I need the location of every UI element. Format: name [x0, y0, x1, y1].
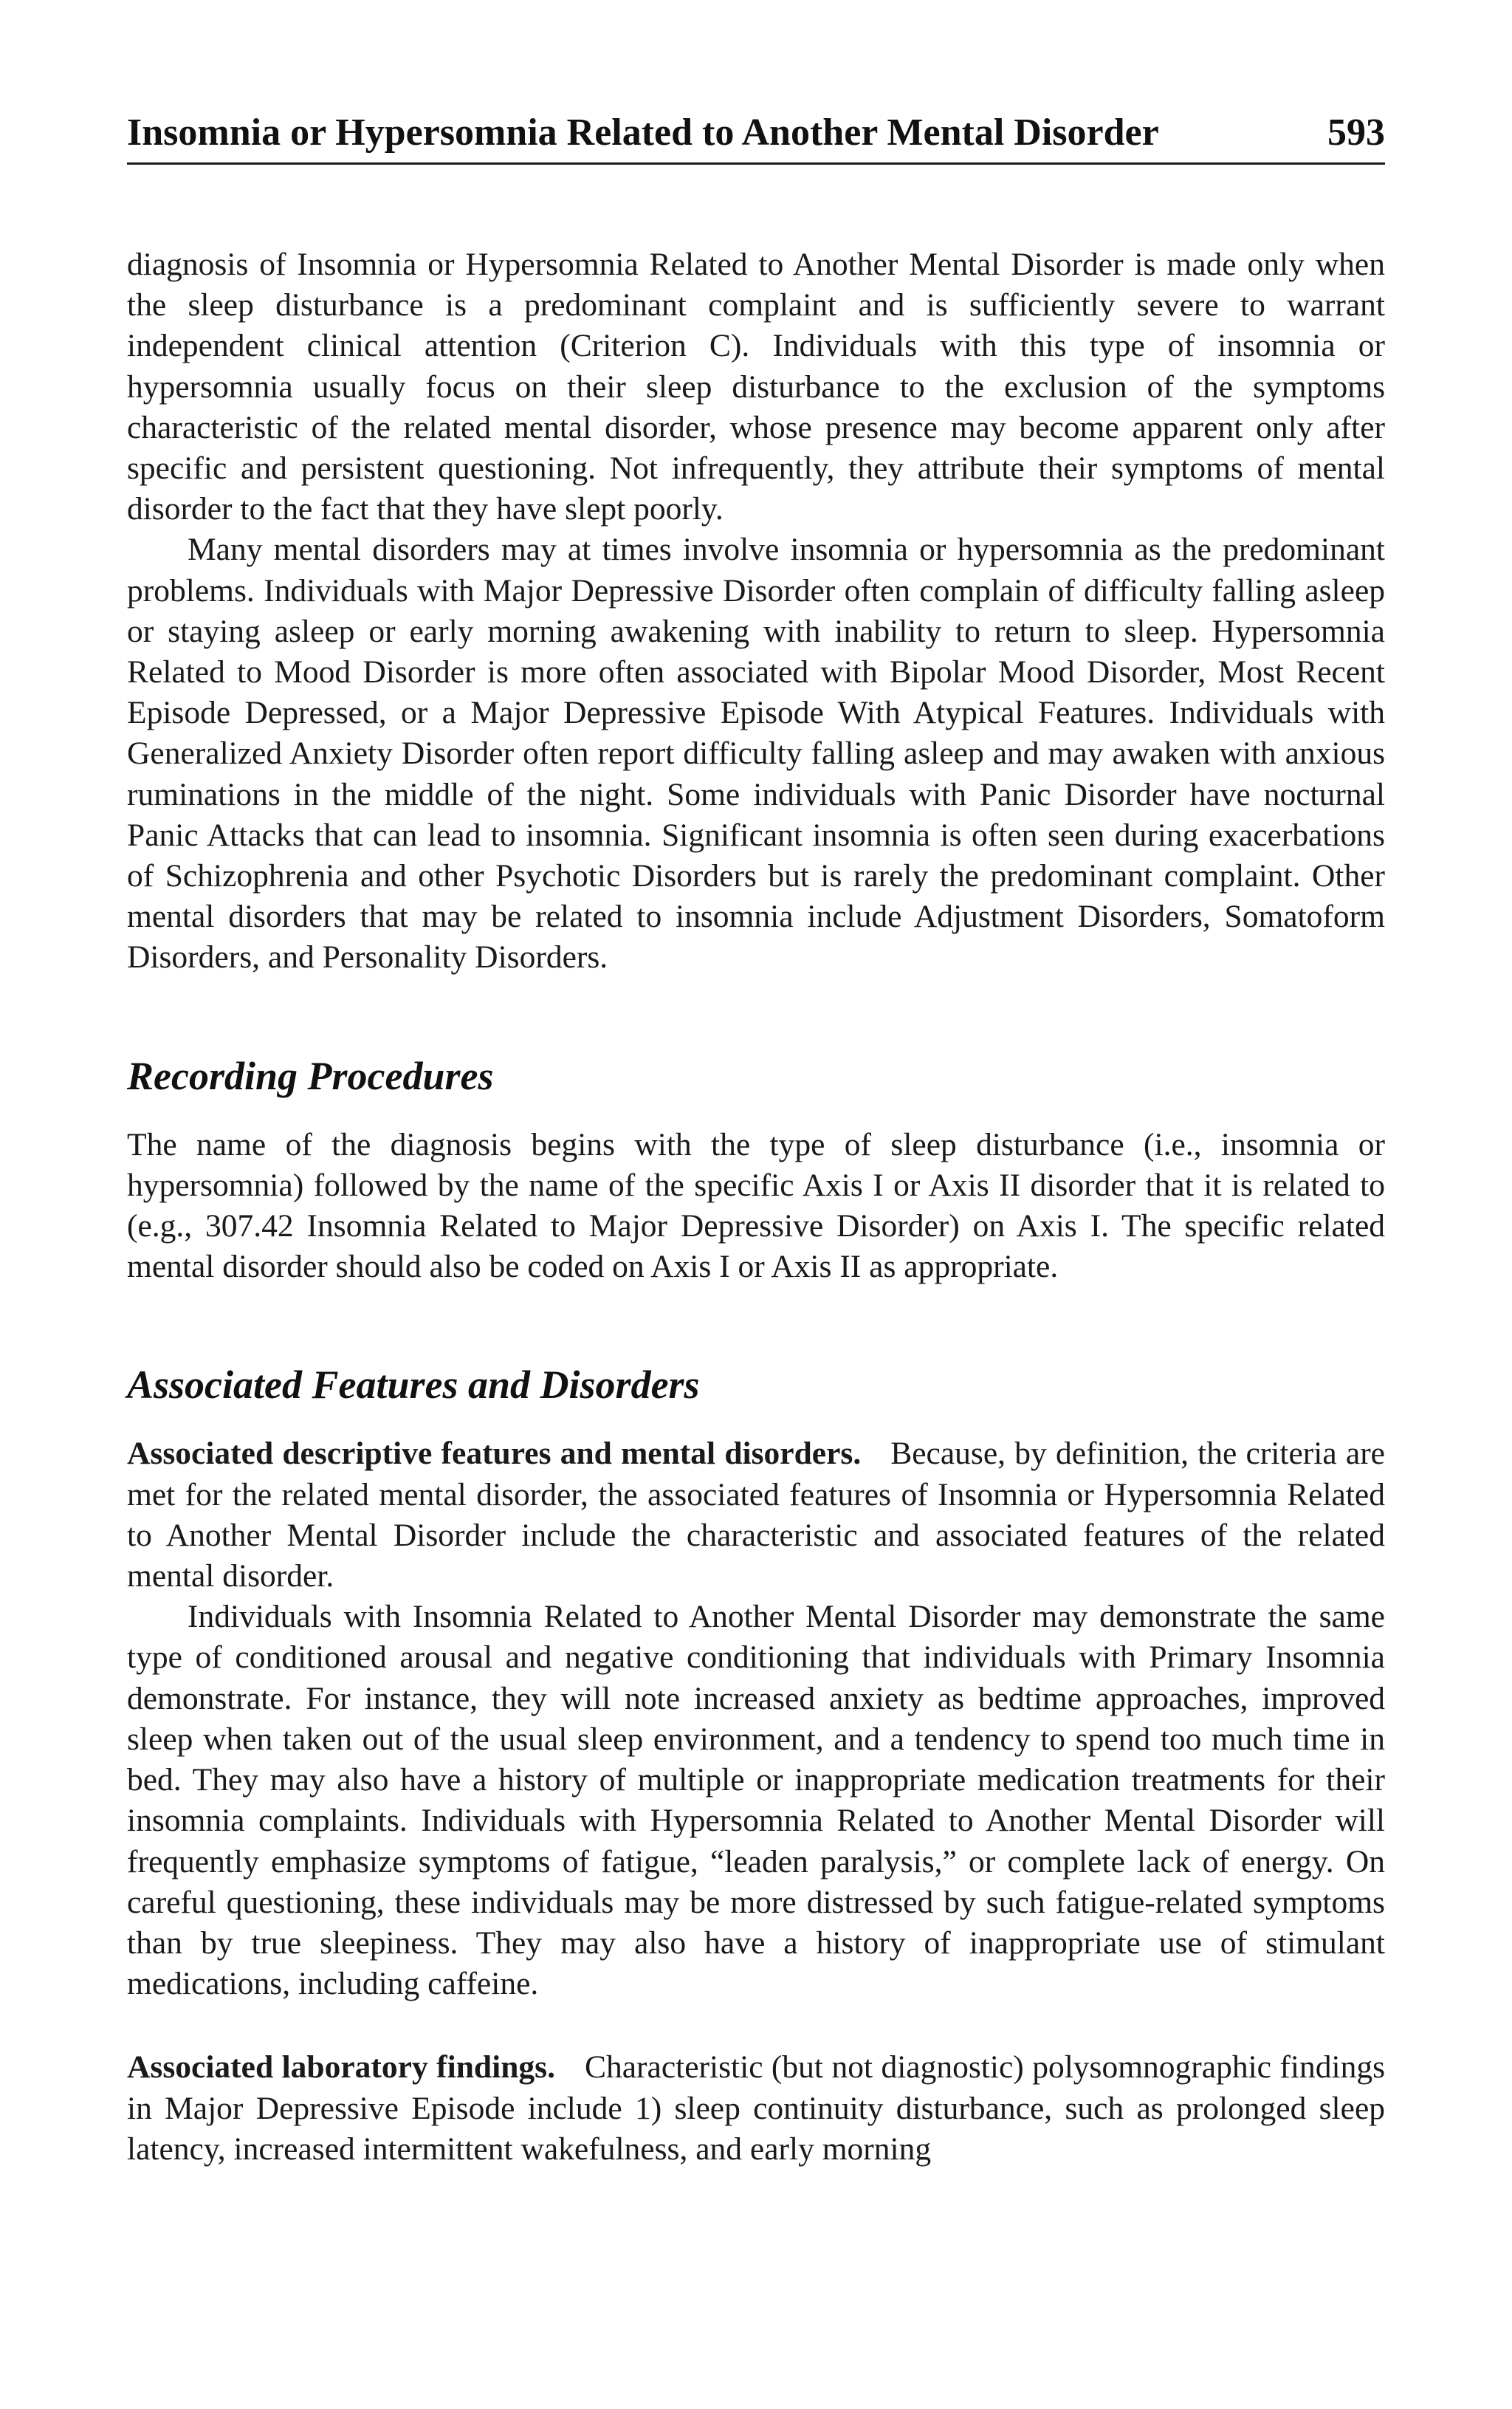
associated-descriptive-paragraph — [127, 1433, 1385, 1597]
laboratory-findings-text: Characteristic (but not diagnostic) polysomnographic findings in Major Depressive Episode include 1) sleep continuity disturbance, such as prolonged sleep latency, increased intermittent wakefulness, and early morning — [127, 2049, 1385, 2167]
page — [127, 111, 1385, 2170]
running-head-title: Insomnia or Hypersomnia Related to Another Mental Disorder — [127, 112, 1159, 154]
associated-descriptive-label: Associated descriptive features and mental disorders. — [127, 1436, 862, 1472]
laboratory-findings-label: Associated laboratory findings. — [127, 2049, 555, 2086]
recording-procedures-heading: Recording Procedures — [127, 1053, 494, 1098]
intro-paragraph-2: Many mental disorders may at times involve insomnia or hypersomnia as the predominant problems. Individuals with Major Depressive Disorder often complain of difficulty falling asleep or staying asleep or early morning awakening with inability to return to sleep. Hypersomnia Related to Mood Disorder is more often associated with Bipolar Mood Disorder, Most Recent Episode Depressed, or a Major Depressive Episode With Atypical Features. Individuals with Generalized Anxiety Disorder often report difficulty falling asleep and may awaken with anxious ruminations in the middle of the night. Some individuals with Panic Disorder have nocturnal Panic Attacks that can lead to insomnia. Significant insomnia is often seen during exacerbations of Schizophrenia and other Psychotic Disorders but is rarely the predominant complaint. Other mental disorders that may be related to insomnia include Adjustment Disorders, Somatoform Disorders, and Personality Disorders. — [127, 532, 1385, 976]
page-number: 593 — [1327, 112, 1385, 154]
recording-procedures-paragraph: The name of the diagnosis begins with the type of sleep disturbance (i.e., insomnia or hypersomnia) followed by the name of the specific Axis I or Axis II disorder that it is related to (e.g., 307.42 Insomnia Related to Major Depressive Disorder) on Axis I. The specific related mental disorder should also be coded on Axis I or Axis II as appropriate. — [127, 1126, 1385, 1285]
associated-features-heading: Associated Features and Disorders — [127, 1363, 700, 1408]
associated-descriptive-text: Because, by definition, the criteria are met for the related mental disorder, the associated features of Insomnia or Hypersomnia Related to Another Mental Disorder include the characteristic and associated features of the related mental disorder. — [127, 1436, 1385, 1594]
body-text — [127, 244, 1385, 2170]
running-head — [127, 111, 1385, 165]
associated-paragraph-2: Individuals with Insomnia Related to Another Mental Disorder may demonstrate the same type of conditioned arousal and negative conditioning that individuals with Primary Insomnia demonstrate. For instance, they will note increased anxiety as bedtime approaches, improved sleep when taken out of the usual sleep environment, and a tendency to spend too much time in bed. They may also have a history of multiple or inappropriate medication treatments for their insomnia complaints. Individuals with Hypersomnia Related to Another Mental Disorder will frequently emphasize symptoms of fatigue, “leaden paralysis,” or complete lack of energy. On careful questioning, these individuals may be more distressed by such fatigue-related symptoms than by true sleepiness. They may also have a history of inappropriate use of stimulant medications, including caffeine. — [127, 1599, 1385, 2002]
laboratory-findings-paragraph — [127, 2047, 1385, 2170]
intro-paragraph-1: diagnosis of Insomnia or Hypersomnia Related to Another Mental Disorder is made only when the sleep disturbance is a predominant complaint and is sufficiently severe to warrant independent clinical attention (Criterion C). Individuals with this type of insomnia or hypersomnia usually focus on their sleep disturbance to the exclusion of the symptoms characteristic of the related mental disorder, whose presence may become apparent only after specific and persistent questioning. Not infrequently, they attribute their symptoms of mental disorder to the fact that they have slept poorly. — [127, 247, 1385, 527]
